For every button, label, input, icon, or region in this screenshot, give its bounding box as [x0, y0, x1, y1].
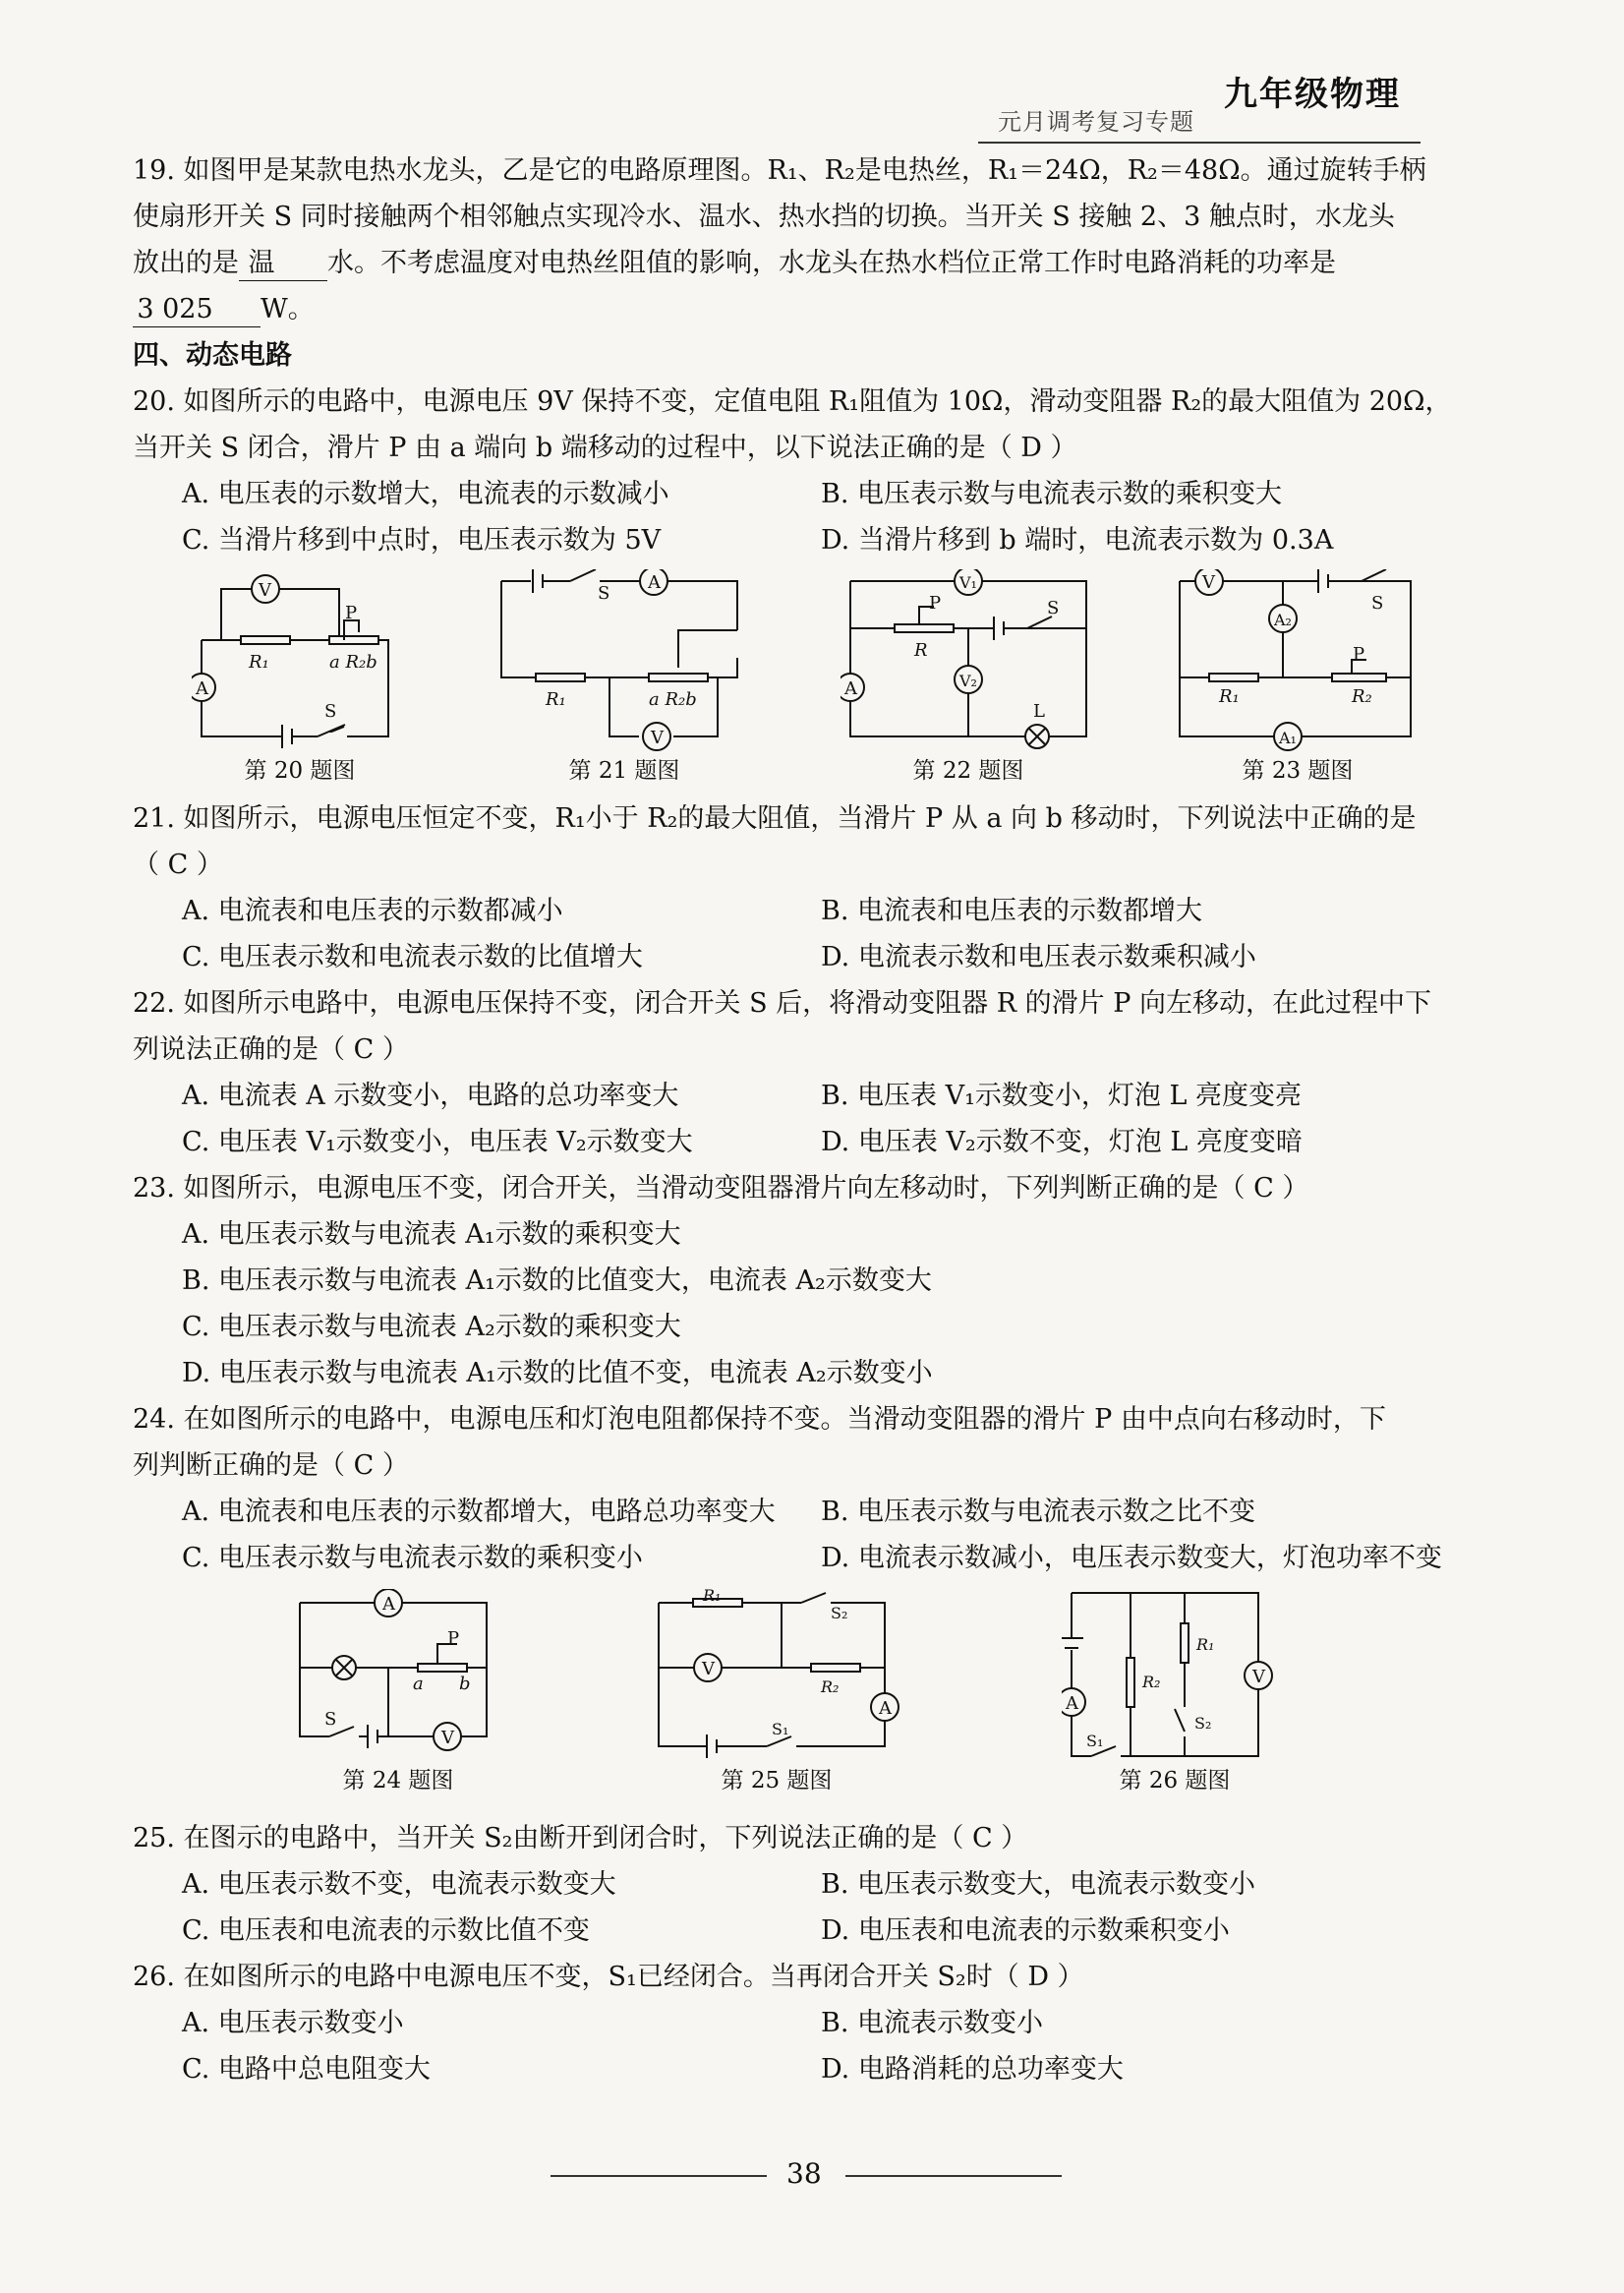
fig23-v-label: V: [1202, 572, 1215, 593]
q25-options: [133, 1861, 1489, 1954]
q22-option-b: B. 电压表 V₁示数变小，灯泡 L 亮度变亮: [821, 1081, 1303, 1111]
q20-option-a: A. 电压表的示数增大，电流表的示数减小: [182, 479, 669, 509]
fig22-p-label: P: [929, 593, 942, 614]
fig22-s-label: S: [1047, 598, 1060, 618]
fig23-a2-label: A₂: [1274, 611, 1292, 629]
q23-options: [133, 1211, 1489, 1396]
q21-option-d: D. 电流表示数和电压表示数乘积减小: [821, 942, 1256, 972]
fig24-p-label: P: [447, 1628, 460, 1649]
fig26-caption: 第 26 题图: [1119, 1768, 1231, 1793]
fig20-a-label: A: [196, 678, 208, 699]
figure-23: [1170, 569, 1425, 786]
brand-title: 九年级物理: [1224, 75, 1401, 114]
page-header: [978, 59, 1440, 138]
q19-unit: W。: [261, 294, 315, 324]
question-25: [133, 1815, 1489, 1861]
q19-line3: [133, 240, 1489, 286]
question-26: [133, 1954, 1489, 2000]
fig20-caption: 第 20 题图: [244, 758, 356, 784]
figure-26: [1062, 1589, 1288, 1795]
fig24-a-end-label: a: [413, 1674, 424, 1694]
fig21-r1-label: R₁: [546, 689, 566, 710]
q19-line4: [137, 286, 1489, 332]
q19-line2: 使扇形开关 S 同时接触两个相邻触点实现冷水、温水、热水挡的切换。当开关 S 接触 2、3 触点时，水龙头: [133, 202, 1395, 232]
question-22: [133, 980, 1489, 1073]
fig20-s-label: S: [324, 701, 337, 722]
fig21-v-label: V: [651, 728, 664, 748]
q26-line1: 26. 在如图所示的电路中电源电压不变，S₁已经闭合。当再闭合开关 S₂时（ D ）: [133, 1962, 1084, 1992]
q22-options: [133, 1073, 1489, 1165]
fig26-r1-label: R₁: [1196, 1635, 1215, 1654]
q24-line1: 24. 在如图所示的电路中，电源电压和灯泡电阻都保持不变。当滑动变阻器的滑片 P 由中点向右移动时，下: [133, 1404, 1386, 1435]
figure-20: [192, 569, 408, 786]
question-23: [133, 1165, 1489, 1211]
q19-line1: 19. 如图甲是某款电热水龙头，乙是它的电路原理图。R₁、R₂是电热丝，R₁＝24Ω，R₂＝48Ω。通过旋转手柄: [133, 155, 1426, 186]
fig22-l-label: L: [1033, 701, 1045, 722]
q20-option-b: B. 电压表示数与电流表示数的乘积变大: [821, 479, 1283, 509]
section-title: 四、动态电路: [133, 340, 292, 371]
q24-option-d: D. 电流表示数减小，电压表示数变大，灯泡功率不变: [821, 1543, 1442, 1573]
fig20-v-label: V: [259, 580, 271, 601]
q21-line2: （ C ）: [133, 850, 223, 880]
fig23-caption: 第 23 题图: [1242, 758, 1354, 784]
fig24-s-label: S: [324, 1709, 337, 1730]
header-rule: [978, 142, 1421, 144]
q22-option-d: D. 电压表 V₂示数不变，灯泡 L 亮度变暗: [821, 1127, 1303, 1157]
q25-option-a: A. 电压表示数不变，电流表示数变大: [182, 1869, 616, 1900]
fig21-a-label: A: [648, 572, 661, 593]
fig24-caption: 第 24 题图: [342, 1768, 454, 1793]
fig20-ab-label: a R₂b: [329, 652, 377, 673]
q21-option-b: B. 电流表和电压表的示数都增大: [821, 896, 1203, 926]
page-footer: [551, 2153, 1062, 2193]
fig23-r1-label: R₁: [1219, 686, 1240, 707]
fig24-v-label: V: [441, 1728, 454, 1748]
q24-option-b: B. 电压表示数与电流表示数之比不变: [821, 1497, 1256, 1527]
q19-answer-2: 3 025: [133, 293, 261, 327]
fig25-caption: 第 25 题图: [721, 1768, 833, 1793]
q19-line3-start: 放出的是: [133, 248, 239, 278]
fig25-s1-label: S₁: [772, 1720, 789, 1738]
figure-25: [649, 1589, 904, 1795]
q25-option-c: C. 电压表和电流表的示数比值不变: [182, 1915, 590, 1946]
q25-option-b: B. 电压表示数变大，电流表示数变小: [821, 1869, 1256, 1900]
fig25-v-label: V: [702, 1659, 715, 1679]
fig24-b-end-label: b: [459, 1674, 471, 1694]
figure-row-1: [133, 569, 1489, 795]
footer-rule-right: [845, 2175, 1062, 2177]
fig23-p-label: P: [1353, 644, 1365, 665]
figure-row-2: [133, 1589, 1489, 1815]
q21-option-a: A. 电流表和电压表的示数都减小: [182, 896, 563, 926]
q26-option-b: B. 电流表示数变小: [821, 2008, 1044, 2038]
q20-line2: 当开关 S 闭合，滑片 P 由 a 端向 b 端移动的过程中，以下说法正确的是（ D ）: [133, 433, 1077, 463]
fig23-a1-label: A₁: [1279, 729, 1297, 747]
figure-24: [290, 1589, 506, 1795]
q21-option-c: C. 电压表示数和电流表示数的比值增大: [182, 942, 643, 972]
header-subtitle: 元月调考复习专题: [998, 108, 1194, 136]
fig21-caption: 第 21 题图: [568, 758, 680, 784]
q24-options: [133, 1489, 1489, 1581]
q26-options: [133, 2000, 1489, 2092]
q20-options: [133, 471, 1489, 563]
fig22-v1-label: V₁: [959, 573, 977, 592]
q25-line1: 25. 在图示的电路中，当开关 S₂由断开到闭合时，下列说法正确的是（ C ）: [133, 1823, 1028, 1853]
figure-22: [841, 569, 1096, 786]
fig26-v-label: V: [1252, 1667, 1265, 1687]
q22-option-a: A. 电流表 A 示数变小，电路的总功率变大: [182, 1081, 679, 1111]
q24-line2: 列判断正确的是（ C ）: [133, 1450, 409, 1481]
q21-options: [133, 888, 1489, 980]
fig25-r1-label: R₁: [703, 1589, 722, 1605]
fig22-v2-label: V₂: [959, 672, 977, 690]
fig21-ab-label: a R₂b: [649, 689, 697, 710]
q22-option-c: C. 电压表 V₁示数变小，电压表 V₂示数变大: [182, 1127, 693, 1157]
q19-line3-end: 水。不考虑温度对电热丝阻值的影响，水龙头在热水档位正常工作时电路消耗的功率是: [327, 248, 1336, 278]
fig23-r2-label: R₂: [1352, 686, 1372, 707]
q20-option-d: D. 当滑片移到 b 端时，电流表示数为 0.3A: [821, 525, 1334, 556]
question-20: [133, 379, 1489, 471]
footer-rule-left: [551, 2175, 767, 2177]
q23-line1: 23. 如图所示，电源电压不变，闭合开关，当滑动变阻器滑片向左移动时，下列判断正确的是（ C ）: [133, 1173, 1309, 1204]
q24-option-a: A. 电流表和电压表的示数都增大，电路总功率变大: [182, 1497, 776, 1527]
question-24: [133, 1396, 1489, 1489]
q22-line2: 列说法正确的是（ C ）: [133, 1034, 409, 1065]
fig26-s2-label: S₂: [1194, 1714, 1212, 1733]
q21-line1: 21. 如图所示，电源电压恒定不变，R₁小于 R₂的最大阻值，当滑片 P 从 a 向 b 移动时，下列说法中正确的是: [133, 803, 1417, 834]
q24-option-c: C. 电压表示数与电流表示数的乘积变小: [182, 1543, 643, 1573]
fig26-r2-label: R₂: [1142, 1673, 1161, 1691]
fig21-s-label: S: [598, 583, 610, 604]
page-number: 38: [786, 2157, 822, 2190]
q23-option-b: B. 电压表示数与电流表 A₁示数的比值变大，电流表 A₂示数变大: [182, 1265, 932, 1296]
q19-answer-1: 温: [239, 247, 327, 281]
q26-option-c: C. 电路中总电阻变大: [182, 2054, 431, 2085]
fig26-a-label: A: [1066, 1693, 1078, 1714]
q23-option-d: D. 电压表示数与电流表 A₁示数的比值不变，电流表 A₂示数变小: [182, 1358, 933, 1388]
q25-option-d: D. 电压表和电流表的示数乘积变小: [821, 1915, 1230, 1946]
question-21: [133, 795, 1489, 888]
fig25-a-label: A: [879, 1698, 892, 1719]
fig25-s2-label: S₂: [831, 1604, 848, 1622]
fig23-s-label: S: [1371, 593, 1384, 614]
question-19: [133, 147, 1489, 332]
q20-option-c: C. 当滑片移到中点时，电压表示数为 5V: [182, 525, 662, 556]
fig20-r1-label: R₁: [249, 652, 269, 673]
q23-option-a: A. 电压表示数与电流表 A₁示数的乘积变大: [182, 1219, 681, 1250]
figure-21: [492, 569, 757, 786]
fig22-a-label: A: [844, 678, 857, 699]
fig22-caption: 第 22 题图: [912, 758, 1024, 784]
q26-option-a: A. 电压表示数变小: [182, 2008, 404, 2038]
q20-line1: 20. 如图所示的电路中，电源电压 9V 保持不变，定值电阻 R₁阻值为 10Ω，滑动变阻器 R₂的最大阻值为 20Ω，: [133, 386, 1452, 417]
q22-line1: 22. 如图所示电路中，电源电压保持不变，闭合开关 S 后，将滑动变阻器 R 的滑片 P 向左移动，在此过程中下: [133, 988, 1432, 1019]
fig24-a-label: A: [382, 1594, 395, 1615]
fig25-r2-label: R₂: [821, 1677, 840, 1696]
page-content: [133, 147, 1489, 2092]
fig20-p-label: P: [345, 603, 358, 623]
fig22-r-label: R: [914, 640, 928, 661]
fig26-s1-label: S₁: [1086, 1732, 1104, 1750]
q23-option-c: C. 电压表示数与电流表 A₂示数的乘积变大: [182, 1312, 681, 1342]
q26-option-d: D. 电路消耗的总功率变大: [821, 2054, 1124, 2085]
